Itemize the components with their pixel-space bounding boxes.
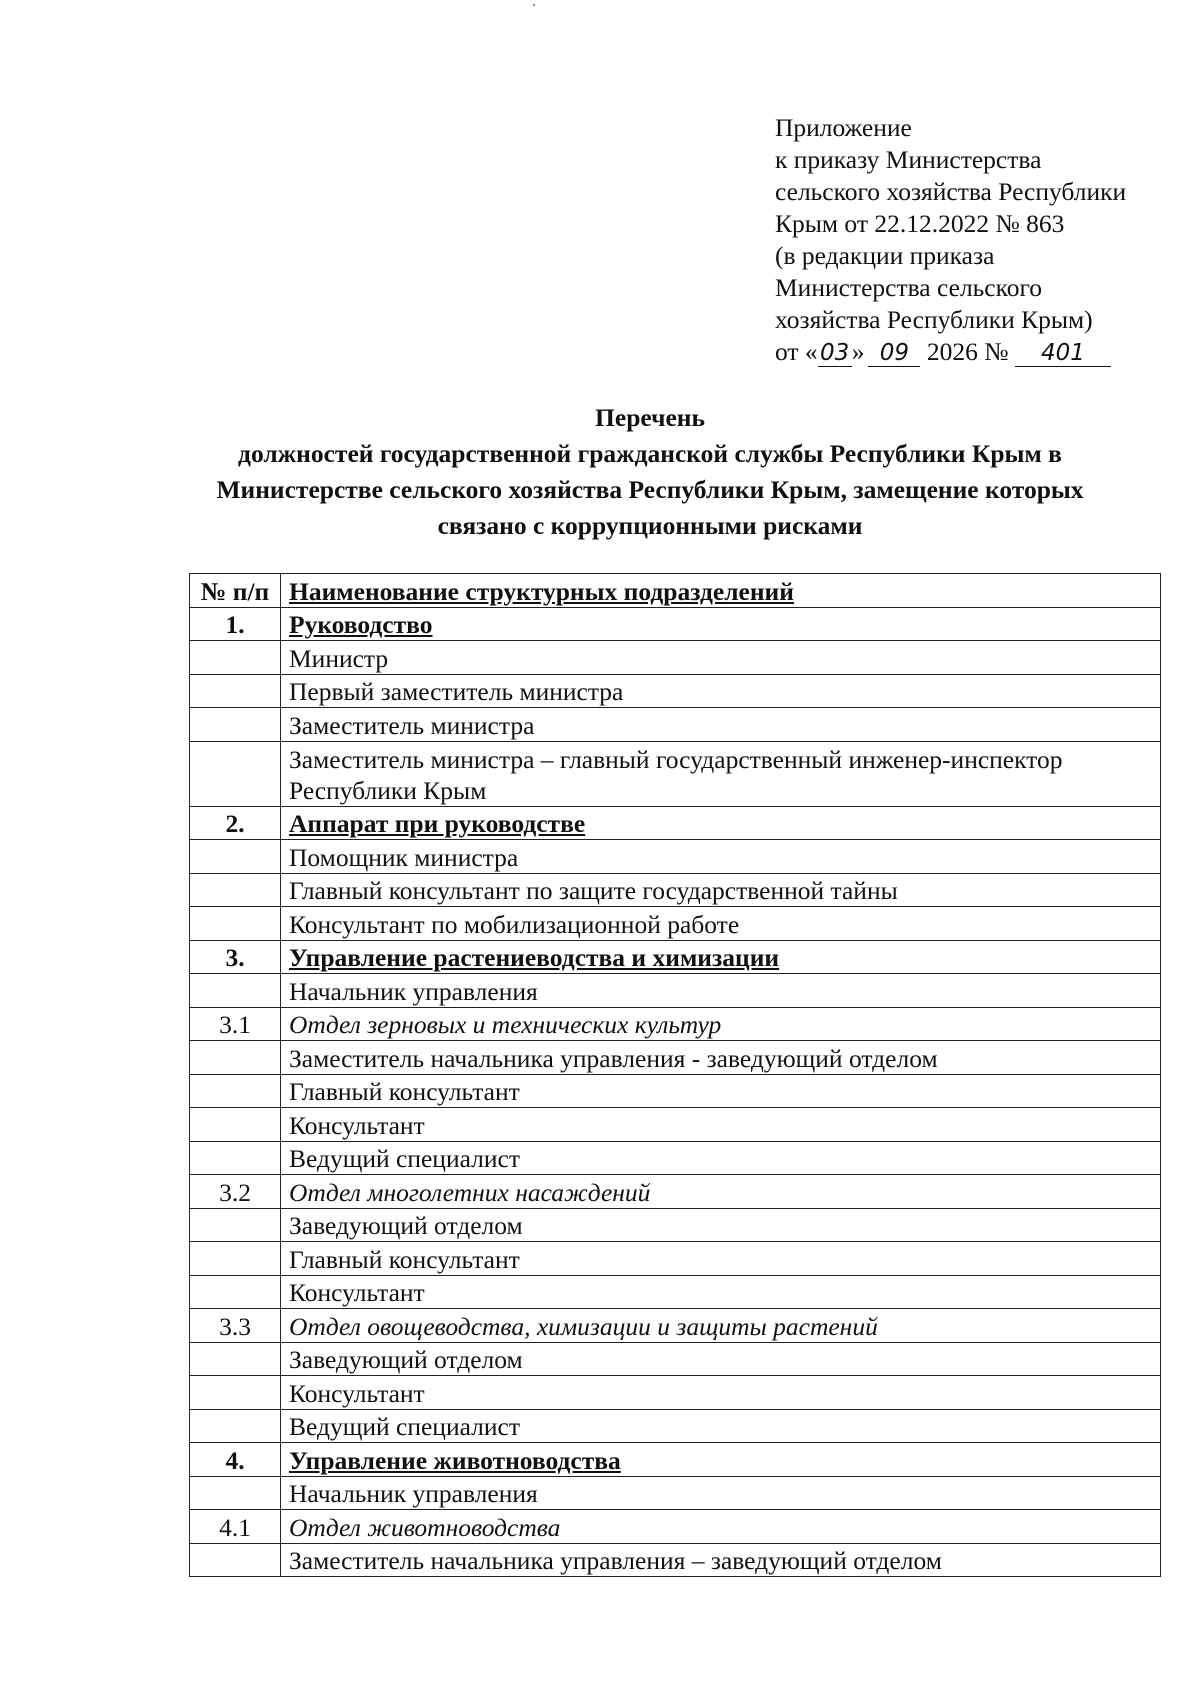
row-position-name: Заведующий отделом <box>281 1208 1161 1242</box>
table-row <box>190 1007 1161 1041</box>
row-position-name: Начальник управления <box>281 1476 1161 1510</box>
row-position-name: Управление растениеводства и химизации <box>281 940 1161 974</box>
table-row <box>190 1041 1161 1075</box>
row-position-name: Главный консультант по защите государственной тайны <box>281 873 1161 907</box>
table-row <box>190 1275 1161 1309</box>
row-number <box>190 1543 281 1577</box>
annex-header <box>775 112 1175 368</box>
row-position-name: Заместитель начальника управления - заведующий отделом <box>281 1041 1161 1075</box>
annex-line: Приложение <box>775 113 912 142</box>
row-number <box>190 1476 281 1510</box>
row-number <box>190 1141 281 1175</box>
annex-line: (в редакции приказа <box>775 241 995 270</box>
row-number <box>190 708 281 742</box>
table-row <box>190 1409 1161 1443</box>
row-number <box>190 1208 281 1242</box>
table-row <box>190 907 1161 941</box>
table-row <box>190 607 1161 641</box>
row-number <box>190 1275 281 1309</box>
row-position-name: Заместитель начальника управления – заведующий отделом <box>281 1543 1161 1577</box>
row-position-name: Управление животноводства <box>281 1443 1161 1477</box>
row-number: 2. <box>190 806 281 840</box>
table-row <box>190 1376 1161 1410</box>
table-row <box>190 1510 1161 1544</box>
table-row <box>190 1309 1161 1343</box>
row-position-name: Ведущий специалист <box>281 1409 1161 1443</box>
row-position-name: Консультант <box>281 1376 1161 1410</box>
row-position-name: Руководство <box>281 607 1161 641</box>
table-row <box>190 708 1161 742</box>
handwritten-day: 03 <box>818 340 852 367</box>
table-row <box>190 674 1161 708</box>
row-number <box>190 641 281 675</box>
date-quote-close: » <box>851 337 865 366</box>
annex-line: Крым от 22.12.2022 № 863 <box>775 209 1065 238</box>
row-position-name: Главный консультант <box>281 1074 1161 1108</box>
row-number: 4. <box>190 1443 281 1477</box>
table-row <box>190 1175 1161 1209</box>
row-position-name: Заместитель министра – главный государственный инженер-инспектор Республики Крым <box>281 741 1161 806</box>
document-title <box>150 400 1150 544</box>
table-row <box>190 1141 1161 1175</box>
row-number: 3. <box>190 940 281 974</box>
table-row <box>190 1476 1161 1510</box>
table-row <box>190 1242 1161 1276</box>
row-number: 3.3 <box>190 1309 281 1343</box>
annex-line: Министерства сельского <box>775 273 1043 302</box>
row-position-name: Ведущий специалист <box>281 1141 1161 1175</box>
table-row <box>190 974 1161 1008</box>
annex-line: сельского хозяйства Республики <box>775 177 1127 206</box>
row-number <box>190 907 281 941</box>
row-position-name: Заместитель министра <box>281 708 1161 742</box>
table-row <box>190 873 1161 907</box>
row-number: 3.1 <box>190 1007 281 1041</box>
table-row <box>190 641 1161 675</box>
row-number <box>190 974 281 1008</box>
row-position-name: Отдел зерновых и технических культур <box>281 1007 1161 1041</box>
row-position-name: Отдел овощеводства, химизации и защиты растений <box>281 1309 1161 1343</box>
row-position-name: Министр <box>281 641 1161 675</box>
row-position-name: Консультант по мобилизационной работе <box>281 907 1161 941</box>
row-number <box>190 1342 281 1376</box>
table-row <box>190 1443 1161 1477</box>
row-number: 4.1 <box>190 1510 281 1544</box>
table-row <box>190 1108 1161 1142</box>
title-line: Перечень <box>595 403 705 432</box>
row-number <box>190 1242 281 1276</box>
row-number <box>190 1108 281 1142</box>
row-number <box>190 873 281 907</box>
row-position-name: Отдел многолетних насаждений <box>281 1175 1161 1209</box>
positions-table <box>189 573 1161 1577</box>
annex-line: к приказу Министерства <box>775 145 1042 174</box>
row-number <box>190 1041 281 1075</box>
title-line: связано с коррупционными рисками <box>437 511 863 540</box>
row-number: 3.2 <box>190 1175 281 1209</box>
table-row <box>190 940 1161 974</box>
row-position-name: Главный консультант <box>281 1242 1161 1276</box>
handwritten-order-number: 401 <box>1015 340 1111 367</box>
table-row <box>190 840 1161 874</box>
header-name: Наименование структурных подразделений <box>281 574 1161 608</box>
row-position-name: Аппарат при руководстве <box>281 806 1161 840</box>
row-number <box>190 1376 281 1410</box>
row-position-name: Заведующий отделом <box>281 1342 1161 1376</box>
table-row <box>190 1208 1161 1242</box>
table-row <box>190 1543 1161 1577</box>
annex-line: хозяйства Республики Крым) <box>775 305 1093 334</box>
table-header-row <box>190 574 1161 608</box>
row-number <box>190 1409 281 1443</box>
scan-dot <box>533 4 535 6</box>
table-row <box>190 1342 1161 1376</box>
row-position-name: Начальник управления <box>281 974 1161 1008</box>
row-number <box>190 840 281 874</box>
row-position-name: Консультант <box>281 1275 1161 1309</box>
row-number <box>190 674 281 708</box>
table-row <box>190 806 1161 840</box>
title-line: должностей государственной гражданской службы Республики Крым в <box>238 439 1062 468</box>
row-number: 1. <box>190 607 281 641</box>
table-row <box>190 741 1161 806</box>
row-number <box>190 1074 281 1108</box>
row-number <box>190 741 281 806</box>
date-year: 2026 № <box>926 337 1009 366</box>
row-position-name: Отдел животноводства <box>281 1510 1161 1544</box>
title-line: Министерстве сельского хозяйства Республики Крым, замещение которых <box>216 475 1084 504</box>
row-position-name: Первый заместитель министра <box>281 674 1161 708</box>
handwritten-month: 09 <box>868 340 920 367</box>
table-row <box>190 1074 1161 1108</box>
date-prefix: от « <box>775 337 818 366</box>
header-num: № п/п <box>190 574 281 608</box>
annex-date-line <box>775 336 1175 368</box>
row-position-name: Консультант <box>281 1108 1161 1142</box>
row-position-name: Помощник министра <box>281 840 1161 874</box>
